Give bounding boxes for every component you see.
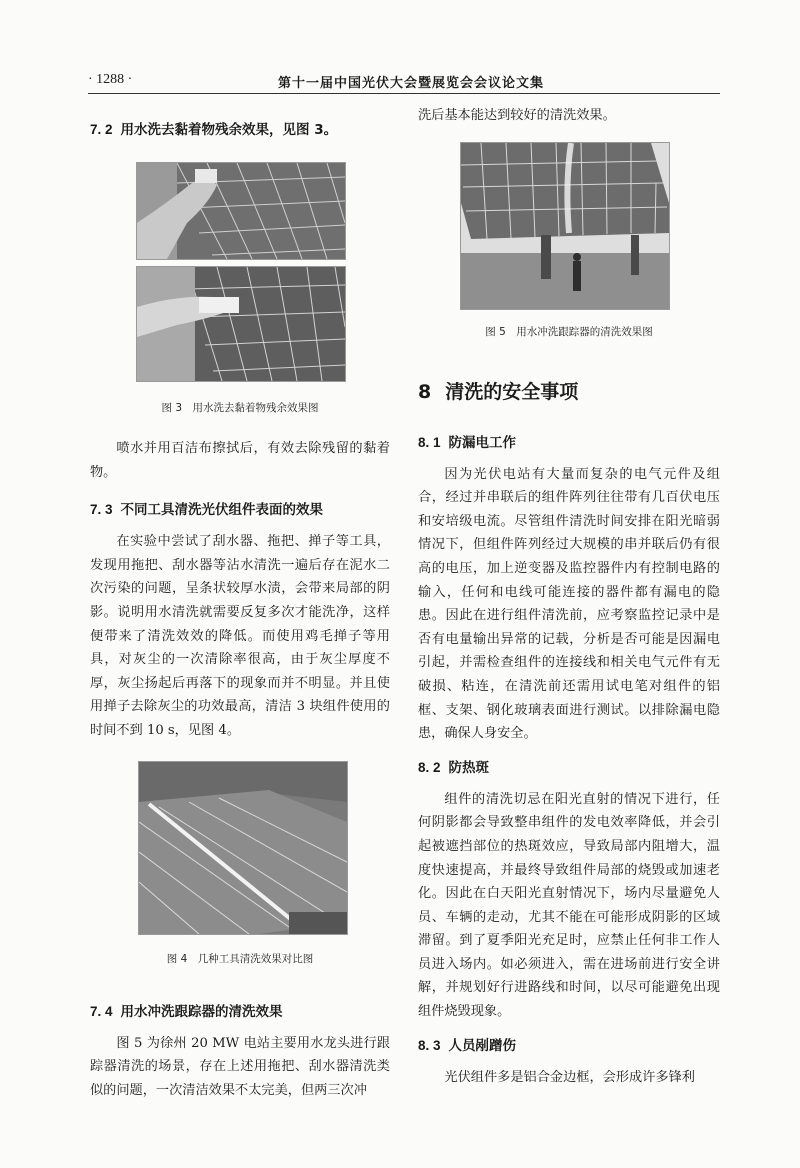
- figure-4-photo: [138, 761, 348, 935]
- section-8-1-heading: 8. 1 防漏电工作: [418, 434, 517, 451]
- paragraph-8-1: 因为光伏电站有大量而复杂的电气元件及组合，经过并串联后的组件阵列往往带有几百伏电压和安培级电流。尽管组件清洗时间安排在阳光暗弱情况下，但组件阵列经过大规模的串并联后仍有很高的电压，加上逆变器及监控器件内有控制电路的输入，任何和电线可能连接的器件都有漏电的隐患。因此在进行组件清洗前，应考察监控记录中是否有电量输出异常的记载，分析是否可能是因漏电引起，并需检查组件的连接线和相关电气元件有无破损、粘连，在清洗前还需用试电笔对组件的铝框、支架、钢化玻璃表面进行测试。以排除漏电隐患，确保人身安全。: [418, 466, 720, 742]
- paragraph-7-3: 在实验中尝试了刮水器、拖把、掸子等工具，发现用拖把、刮水器等沾水清洗一遍后存在泥水二次污染的问题，呈条状较厚水渍，会带来局部的阴影。说明用水清洗就需要反复多次才能洗净，这样便带来了清洗效效的降低。而使用鸡毛掸子等用具，对灰尘的一次清除率很高，由于灰尘厚度不厚，灰尘扬起后再落下的现象而并不明显。并且使用掸子去除灰尘的功效最高，清洁 3 块组件使用的时间不到 10 s，见图 4。: [90, 534, 390, 738]
- section-7-3-heading: 7. 3 不同工具清洗光伏组件表面的效果: [90, 502, 324, 519]
- section-8-2-heading: 8. 2 防热斑: [418, 759, 490, 776]
- figure-5-caption: 图 5 用水冲洗跟踪器的清洗效果图: [485, 325, 653, 338]
- paragraph-7-4-continued: 洗后基本能达到较好的清洗效果。: [418, 108, 616, 123]
- paragraph-8-3: 光伏组件多是铝合金边框，会形成许多锋利: [444, 1069, 695, 1085]
- left-column: [90, 112, 390, 1102]
- section-7-4-heading: 7. 4 用水冲洗跟踪器的清洗效果: [90, 1003, 283, 1020]
- paragraph-7-4: 图 5 为徐州 20 MW 电站主要用水龙头进行跟踪器清洗的场景，存在上述用拖把、刮水器清洗类似的问题，一次清洁效果不太完美，但两三次冲: [90, 1035, 390, 1098]
- figure-4-caption: 图 4 几种工具清洗效果对比图: [166, 952, 314, 965]
- right-column: [418, 108, 720, 1089]
- paragraph-7-2-result: 喷水并用百洁布擦拭后，有效去除残留的黏着物。: [90, 441, 390, 480]
- chapter-8-heading: 8 清洗的安全事项: [418, 380, 579, 403]
- figure-5-photo: [460, 142, 670, 310]
- figure-3-photo-bottom: [136, 266, 346, 382]
- figure-3-caption: 图 3 用水洗去黏着物残余效果图: [161, 402, 319, 414]
- section-8-3-heading: 8. 3 人员剐蹭伤: [418, 1037, 517, 1054]
- header-rule: [88, 93, 720, 94]
- journal-title: 第十一届中国光伏大会暨展览会会议论文集: [278, 76, 545, 91]
- figure-3: [136, 162, 346, 382]
- section-7-2-heading: 7. 2 用水洗去黏着物残余效果，见图 3。: [90, 122, 338, 138]
- paragraph-8-2: 组件的清洗切忌在阳光直射的情况下进行，任何阴影都会导致整串组件的发电效率降低，并会引起被遮挡部位的热斑效应，导致局部内阻增大，温度快速提高，并最终导致组件局部的烧毁或加速老化。因此在白天阳光直射情况下，场内尽量避免人员、车辆的走动，尤其不能在可能形成阴影的区域滞留。到了夏季阳光充足时，应禁止任何非工作人员进入场内。如必须进入，需在进场前进行安全讲解，并规划好行进路线和时间，以尽可能避免出现组件烧毁现象。: [418, 791, 720, 1020]
- figure-3-photo-top: [136, 162, 346, 260]
- page-number: · 1288 ·: [88, 72, 133, 87]
- running-header: [88, 70, 720, 92]
